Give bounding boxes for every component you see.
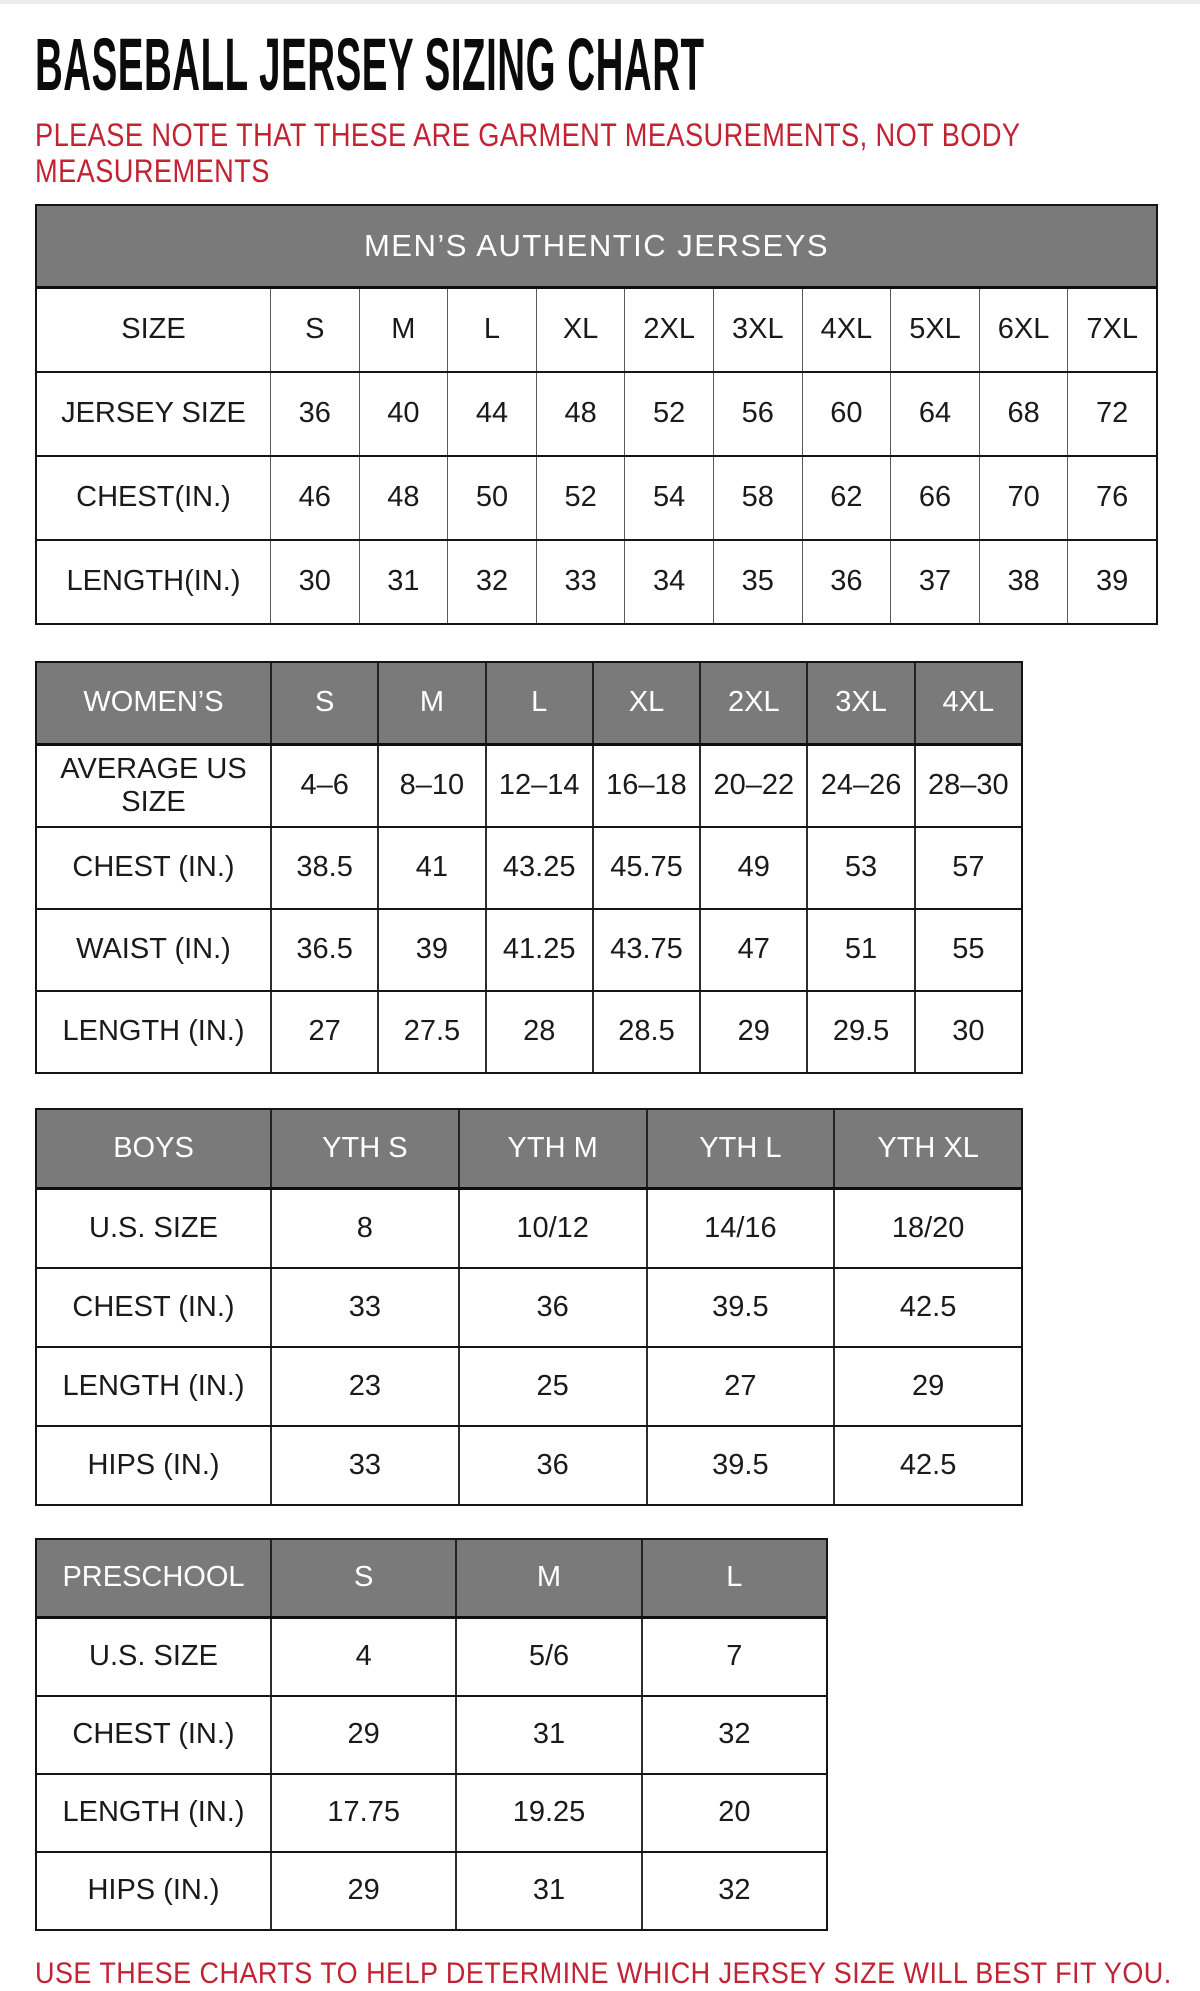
table-cell: 68 — [979, 373, 1068, 455]
table-cell: 28.5 — [592, 992, 699, 1072]
row-label: LENGTH(IN.) — [66, 565, 241, 598]
table-cell: 41.25 — [485, 910, 592, 990]
table-cell: 17.75 — [270, 1775, 455, 1851]
row-label: CHEST(IN.) — [76, 481, 231, 514]
table-cell: 55 — [914, 910, 1021, 990]
table-cell: M — [377, 663, 484, 743]
table-cell: 33 — [270, 1427, 458, 1504]
table-cell: 42.5 — [833, 1269, 1021, 1346]
table-cell: 32 — [447, 541, 536, 623]
table-cell: 31 — [455, 1853, 640, 1929]
table-cell: 5XL — [890, 289, 979, 371]
row-label: U.S. SIZE — [89, 1640, 218, 1673]
table-cell: 36 — [458, 1269, 646, 1346]
preschool-table — [35, 1538, 828, 1931]
table-row-preschool-hips — [37, 1851, 826, 1929]
table-cell: S — [270, 289, 359, 371]
row-label: LENGTH (IN.) — [62, 1015, 245, 1048]
table-cell: XL — [592, 663, 699, 743]
table-cell: 12–14 — [485, 746, 592, 826]
table-cell: 4 — [270, 1619, 455, 1695]
table-cell: 52 — [536, 457, 625, 539]
table-cell: 43.25 — [485, 828, 592, 908]
table-cell: M — [359, 289, 448, 371]
table-cell: 48 — [359, 457, 448, 539]
table-cell: 2XL — [624, 289, 713, 371]
table-cell: XL — [536, 289, 625, 371]
table-cell: 36.5 — [270, 910, 377, 990]
table-row-boys-us-size — [37, 1187, 1021, 1267]
row-label: AVERAGE US SIZE — [60, 752, 247, 818]
table-cell: 46 — [270, 457, 359, 539]
row-label: CHEST (IN.) — [72, 1718, 235, 1751]
row-label: LENGTH (IN.) — [62, 1796, 245, 1829]
row-label: CHEST (IN.) — [72, 851, 235, 884]
garment-measurement-note: PLEASE NOTE THAT THESE ARE GARMENT MEASUREMENTS, NOT BODY MEASUREMENTS — [35, 117, 1021, 190]
table-cell: 8 — [270, 1190, 458, 1267]
table-cell: S — [270, 663, 377, 743]
table-cell: 64 — [890, 373, 979, 455]
womens-table — [35, 661, 1023, 1074]
table-cell: 19.25 — [455, 1775, 640, 1851]
row-label: JERSEY SIZE — [61, 397, 246, 430]
table-cell: 20–22 — [699, 746, 806, 826]
table-cell: 33 — [270, 1269, 458, 1346]
table-cell: 36 — [270, 373, 359, 455]
womens-table-header-row — [37, 663, 1021, 743]
table-cell: 44 — [447, 373, 536, 455]
table-cell: 23 — [270, 1348, 458, 1425]
row-label: SIZE — [121, 313, 186, 346]
table-cell: 20 — [641, 1775, 826, 1851]
table-cell: 57 — [914, 828, 1021, 908]
table-cell: L — [447, 289, 536, 371]
row-label: PRESCHOOL — [37, 1540, 270, 1616]
table-cell: 41 — [377, 828, 484, 908]
table-cell: YTH L — [646, 1110, 834, 1187]
table-row-preschool-chest — [37, 1695, 826, 1773]
table-cell: 56 — [713, 373, 802, 455]
table-cell: 33 — [536, 541, 625, 623]
table-cell: YTH S — [270, 1110, 458, 1187]
table-row-mens-length — [37, 539, 1156, 623]
table-cell: 24–26 — [806, 746, 913, 826]
table-row-mens-jersey-size — [37, 371, 1156, 455]
table-cell: 47 — [699, 910, 806, 990]
table-cell: 7XL — [1067, 289, 1156, 371]
table-cell: 4–6 — [270, 746, 377, 826]
table-cell: 52 — [624, 373, 713, 455]
table-row-mens-size — [37, 286, 1156, 371]
table-cell: 4XL — [914, 663, 1021, 743]
row-label: BOYS — [37, 1110, 270, 1187]
page-title: BASEBALL JERSEY SIZING CHART — [35, 23, 705, 106]
table-cell: 5/6 — [455, 1619, 640, 1695]
table-cell: 28 — [485, 992, 592, 1072]
table-cell: 38.5 — [270, 828, 377, 908]
table-row-preschool-length — [37, 1773, 826, 1851]
table-cell: 58 — [713, 457, 802, 539]
table-cell: 36 — [802, 541, 891, 623]
table-cell: M — [455, 1540, 640, 1616]
table-cell: 27 — [646, 1348, 834, 1425]
table-cell: 35 — [713, 541, 802, 623]
table-cell: 3XL — [713, 289, 802, 371]
table-cell: 42.5 — [833, 1427, 1021, 1504]
table-cell: 72 — [1067, 373, 1156, 455]
table-cell: 8–10 — [377, 746, 484, 826]
table-cell: 34 — [624, 541, 713, 623]
table-cell: 53 — [806, 828, 913, 908]
table-cell: 40 — [359, 373, 448, 455]
table-cell: 51 — [806, 910, 913, 990]
table-cell: 45.75 — [592, 828, 699, 908]
table-cell: 28–30 — [914, 746, 1021, 826]
table-cell: 6XL — [979, 289, 1068, 371]
boys-table — [35, 1108, 1023, 1506]
page-content — [0, 4, 1200, 1991]
table-cell: 25 — [458, 1348, 646, 1425]
row-label: LENGTH (IN.) — [62, 1369, 245, 1402]
table-cell: 32 — [641, 1697, 826, 1773]
table-row-boys-length — [37, 1346, 1021, 1425]
table-row-mens-chest — [37, 455, 1156, 539]
table-cell: 4XL — [802, 289, 891, 371]
table-cell: 37 — [890, 541, 979, 623]
table-cell: 32 — [641, 1853, 826, 1929]
table-cell: 70 — [979, 457, 1068, 539]
table-row-boys-chest — [37, 1267, 1021, 1346]
table-cell: 29.5 — [806, 992, 913, 1072]
table-row-womens-us-size — [37, 743, 1021, 826]
table-cell: 31 — [359, 541, 448, 623]
mens-table-banner: MEN’S AUTHENTIC JERSEYS — [37, 206, 1156, 286]
table-cell: YTH M — [458, 1110, 646, 1187]
table-cell: 27.5 — [377, 992, 484, 1072]
table-cell: 50 — [447, 457, 536, 539]
table-row-preschool-us-size — [37, 1616, 826, 1695]
table-cell: L — [641, 1540, 826, 1616]
table-cell: S — [270, 1540, 455, 1616]
table-cell: 29 — [699, 992, 806, 1072]
table-cell: 39.5 — [646, 1269, 834, 1346]
table-cell: L — [485, 663, 592, 743]
table-cell: YTH XL — [833, 1110, 1021, 1187]
row-label: WAIST (IN.) — [76, 933, 231, 966]
table-cell: 49 — [699, 828, 806, 908]
table-cell: 76 — [1067, 457, 1156, 539]
table-cell: 54 — [624, 457, 713, 539]
table-cell: 30 — [914, 992, 1021, 1072]
table-row-womens-chest — [37, 826, 1021, 908]
table-cell: 18/20 — [833, 1190, 1021, 1267]
table-cell: 29 — [270, 1853, 455, 1929]
table-row-boys-hips — [37, 1425, 1021, 1504]
table-cell: 60 — [802, 373, 891, 455]
table-cell: 38 — [979, 541, 1068, 623]
row-label: CHEST (IN.) — [72, 1290, 235, 1323]
table-cell: 39 — [1067, 541, 1156, 623]
table-cell: 30 — [270, 541, 359, 623]
table-cell: 29 — [270, 1697, 455, 1773]
table-cell: 16–18 — [592, 746, 699, 826]
table-cell: 36 — [458, 1427, 646, 1504]
table-cell: 10/12 — [458, 1190, 646, 1267]
boys-table-header-row — [37, 1110, 1021, 1187]
table-cell: 3XL — [806, 663, 913, 743]
table-cell: 31 — [455, 1697, 640, 1773]
table-cell: 7 — [641, 1619, 826, 1695]
mens-table — [35, 204, 1158, 625]
table-cell: 48 — [536, 373, 625, 455]
table-row-womens-waist — [37, 908, 1021, 990]
footer-note: USE THESE CHARTS TO HELP DETERMINE WHICH JERSEY SIZE WILL BEST FIT YOU. — [35, 1956, 1172, 1990]
table-cell: 29 — [833, 1348, 1021, 1425]
table-cell: 27 — [270, 992, 377, 1072]
row-label: HIPS (IN.) — [87, 1874, 220, 1907]
preschool-table-header-row — [37, 1540, 826, 1616]
row-label: HIPS (IN.) — [87, 1448, 220, 1481]
table-cell: 62 — [802, 457, 891, 539]
row-label: U.S. SIZE — [89, 1211, 218, 1244]
table-cell: 39 — [377, 910, 484, 990]
table-cell: 66 — [890, 457, 979, 539]
table-cell: 2XL — [699, 663, 806, 743]
table-row-womens-length — [37, 990, 1021, 1072]
table-cell: 39.5 — [646, 1427, 834, 1504]
row-label: WOMEN’S — [37, 663, 270, 743]
table-cell: 43.75 — [592, 910, 699, 990]
table-cell: 14/16 — [646, 1190, 834, 1267]
